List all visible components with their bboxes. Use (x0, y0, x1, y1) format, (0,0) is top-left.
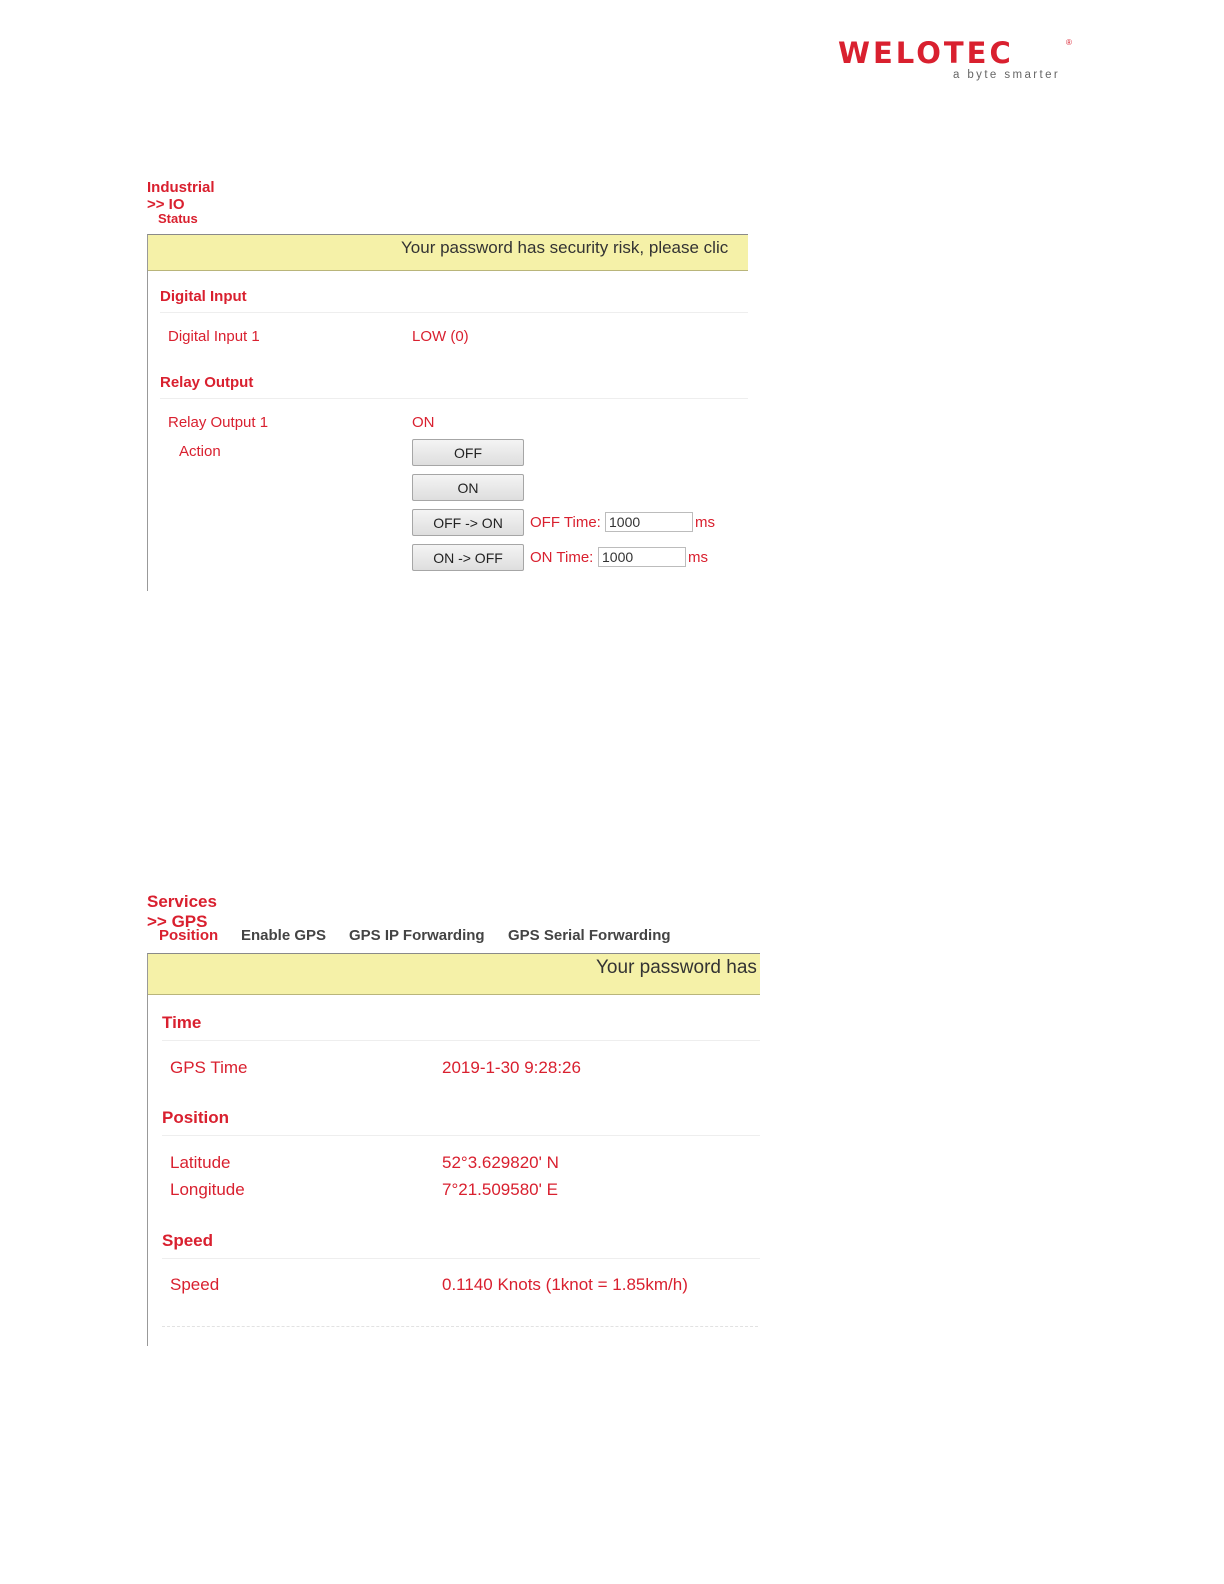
tab-gps-serial-forwarding[interactable]: GPS Serial Forwarding (508, 927, 671, 944)
banner-text: Your password has security risk, please clic (401, 238, 729, 257)
off-time-label: OFF Time: (530, 514, 601, 531)
speed-value: 0.1140 Knots (1knot = 1.85km/h) (442, 1275, 688, 1294)
section-divider (162, 1135, 760, 1136)
relay-on-to-off-button[interactable]: ON -> OFF (412, 544, 524, 571)
digital-input-1-label: Digital Input 1 (168, 328, 260, 345)
banner-text: Your password has (596, 957, 757, 978)
tab-position[interactable]: Position (159, 927, 219, 944)
gps-panel (147, 953, 760, 1346)
logo-tagline: a byte smarter (953, 69, 1061, 81)
footer-divider (162, 1326, 758, 1327)
off-time-input[interactable]: 1000 (605, 512, 693, 532)
breadcrumb: Services >> GPS (147, 892, 217, 931)
logo-wordmark: WELOTEC (838, 36, 1014, 70)
welotec-logo (838, 38, 1072, 84)
section-divider (160, 312, 748, 313)
section-position: Position (162, 1108, 230, 1127)
section-divider (162, 1258, 760, 1259)
latitude-value: 52°3.629820' N (442, 1153, 559, 1172)
on-time-input[interactable]: 1000 (598, 547, 686, 567)
section-divider (162, 1040, 760, 1041)
latitude-label: Latitude (170, 1153, 231, 1172)
relay-output-1-label: Relay Output 1 (168, 414, 269, 431)
action-label: Action (179, 443, 221, 460)
section-time: Time (162, 1013, 202, 1032)
tab-status[interactable]: Status (158, 211, 198, 226)
io-panel (147, 234, 748, 591)
password-warning-banner[interactable] (148, 235, 748, 271)
section-relay-output: Relay Output (160, 374, 254, 391)
relay-off-button[interactable]: OFF (412, 439, 524, 466)
on-time-label: ON Time: (530, 549, 594, 566)
relay-output-1-value: ON (412, 414, 435, 431)
relay-on-button[interactable]: ON (412, 474, 524, 501)
password-warning-banner[interactable] (148, 954, 760, 995)
longitude-value: 7°21.509580' E (442, 1180, 558, 1199)
digital-input-1-value: LOW (0) (412, 328, 469, 345)
longitude-label: Longitude (170, 1180, 245, 1199)
gps-time-value: 2019-1-30 9:28:26 (442, 1058, 581, 1077)
breadcrumb: Industrial >> IO (147, 179, 215, 213)
on-time-unit: ms (688, 549, 708, 566)
speed-label: Speed (170, 1275, 220, 1294)
gps-time-label: GPS Time (170, 1058, 248, 1077)
section-divider (160, 398, 748, 399)
section-digital-input: Digital Input (160, 288, 247, 305)
tab-gps-ip-forwarding[interactable]: GPS IP Forwarding (349, 927, 485, 944)
section-speed: Speed (162, 1231, 214, 1250)
relay-off-to-on-button[interactable]: OFF -> ON (412, 509, 524, 536)
logo-registered-mark: ® (1066, 38, 1072, 47)
off-time-unit: ms (695, 514, 715, 531)
tab-enable-gps[interactable]: Enable GPS (241, 927, 327, 944)
